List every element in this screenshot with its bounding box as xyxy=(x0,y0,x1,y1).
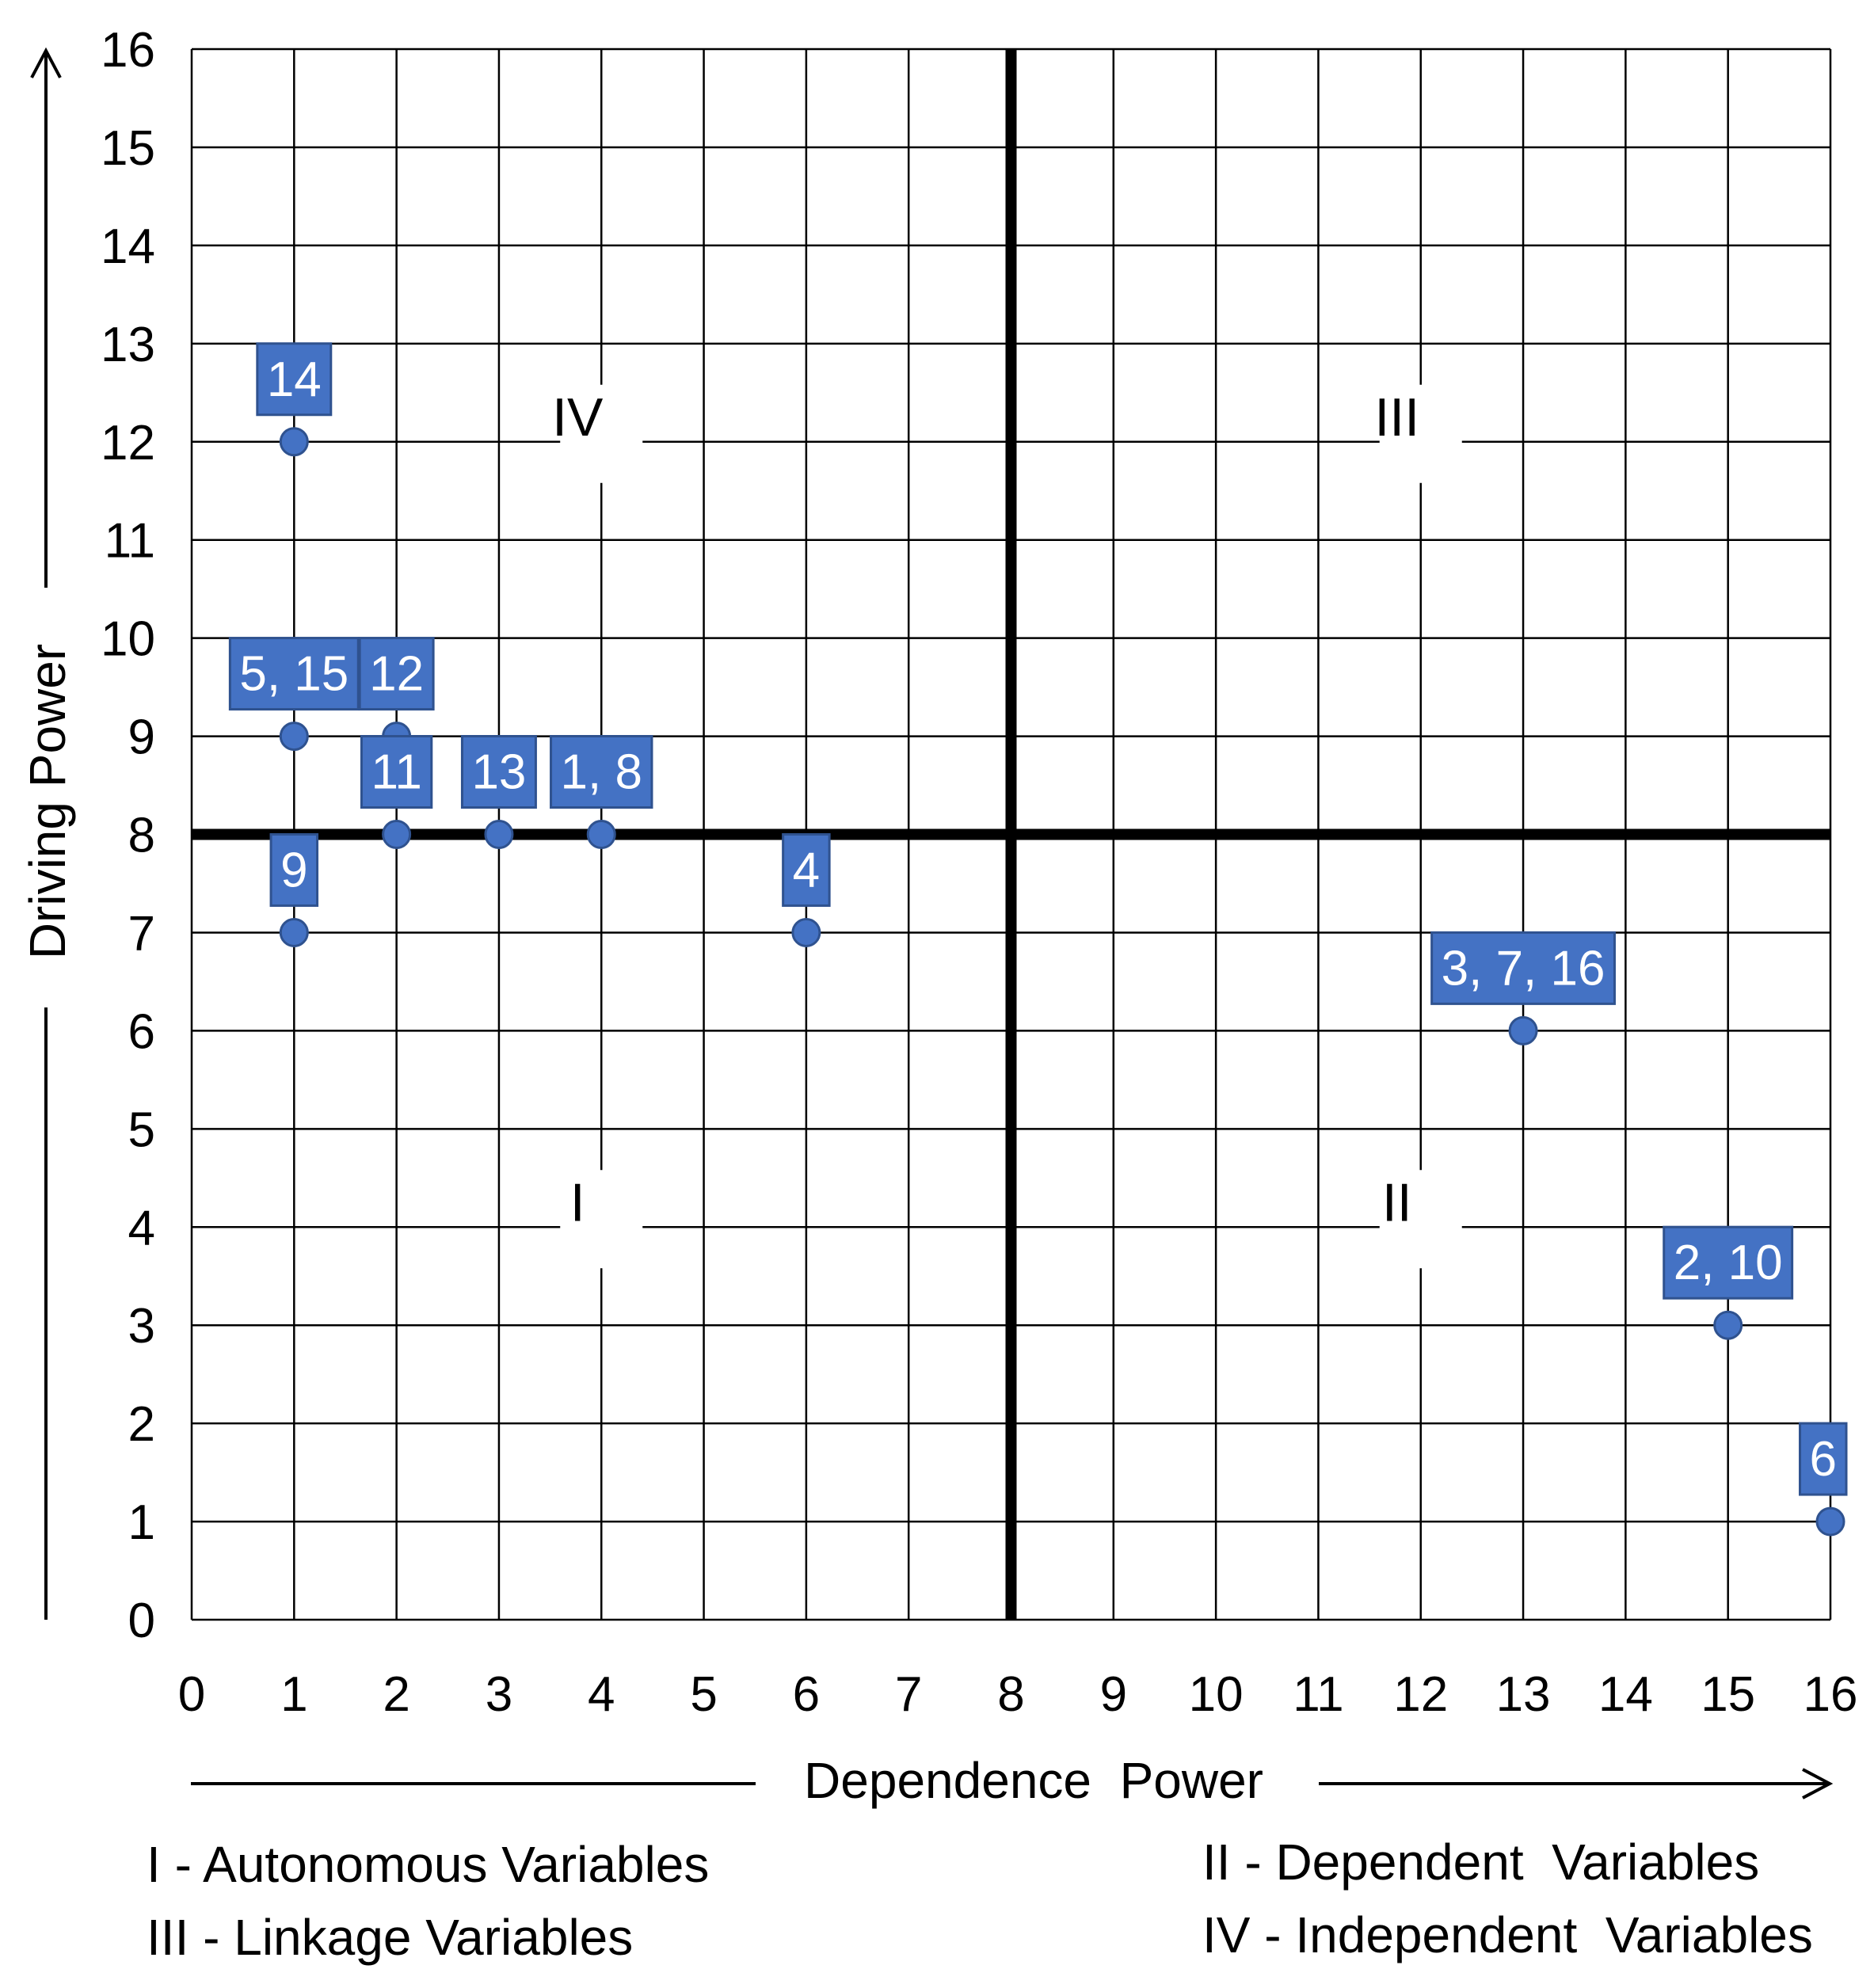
legend-autonomous: I - Autonomous Variables xyxy=(147,1836,710,1893)
x-tick-label: 5 xyxy=(690,1667,718,1722)
data-point-marker xyxy=(793,919,820,946)
quadrant-label-i: I xyxy=(569,1172,585,1233)
quadrant-label-iii: III xyxy=(1374,387,1420,447)
y-tick-label: 12 xyxy=(101,415,155,470)
x-tick-label: 10 xyxy=(1188,1667,1244,1722)
legend-linkage: III - Linkage Variables xyxy=(147,1909,634,1966)
y-tick-label: 15 xyxy=(101,120,155,176)
x-tick-label: 16 xyxy=(1803,1667,1858,1722)
data-point-marker xyxy=(588,821,615,848)
data-point-marker xyxy=(280,723,307,750)
x-tick-label: 14 xyxy=(1598,1667,1653,1722)
x-tick-label: 4 xyxy=(588,1667,615,1722)
data-point-label: 3, 7, 16 xyxy=(1441,941,1605,996)
data-point-marker xyxy=(1510,1017,1537,1044)
x-tick-label: 9 xyxy=(1099,1667,1128,1722)
x-tick-label: 11 xyxy=(1293,1667,1344,1722)
x-tick-label: 2 xyxy=(383,1667,410,1722)
x-tick-label: 1 xyxy=(280,1667,308,1722)
y-axis-title: Driving Power xyxy=(19,643,76,960)
y-tick-label: 16 xyxy=(101,23,155,78)
data-point-marker xyxy=(280,919,307,946)
legend-independent: IV - Independent Variables xyxy=(1202,1906,1813,1963)
data-point-label: 12 xyxy=(369,646,425,702)
x-tick-label: 12 xyxy=(1393,1667,1449,1722)
data-point-label: 4 xyxy=(792,843,821,898)
data-point-label: 1, 8 xyxy=(560,745,642,800)
quadrant-label-ii: II xyxy=(1381,1172,1412,1233)
x-axis-title: Dependence Power xyxy=(804,1752,1263,1809)
y-tick-label: 6 xyxy=(128,1004,155,1060)
y-tick-label: 9 xyxy=(128,710,155,765)
data-point-label: 5, 15 xyxy=(239,646,349,702)
y-tick-label: 10 xyxy=(101,611,155,667)
y-tick-label: 0 xyxy=(128,1594,155,1648)
x-tick-label: 3 xyxy=(485,1667,513,1722)
data-point-label: 11 xyxy=(371,745,422,800)
legend-dependent: II - Dependent Variables xyxy=(1202,1834,1760,1891)
data-point-marker xyxy=(280,428,307,455)
data-point-label: 2, 10 xyxy=(1673,1236,1783,1291)
data-point-label: 6 xyxy=(1809,1432,1837,1487)
x-tick-label: 13 xyxy=(1495,1667,1551,1722)
y-tick-label: 3 xyxy=(128,1299,155,1354)
data-point-marker xyxy=(1715,1312,1742,1339)
y-tick-label: 5 xyxy=(128,1103,155,1158)
quadrant-label-iv: IV xyxy=(552,387,604,447)
x-tick-label: 8 xyxy=(997,1667,1025,1722)
data-point-marker xyxy=(1817,1508,1844,1535)
data-point-marker xyxy=(486,821,512,848)
x-tick-label: 6 xyxy=(792,1667,821,1722)
data-point-marker xyxy=(383,821,410,848)
data-point-label: 9 xyxy=(280,843,308,898)
data-point-label: 14 xyxy=(266,352,322,407)
y-tick-label: 14 xyxy=(101,219,155,274)
y-tick-label: 7 xyxy=(128,906,155,962)
data-point-label: 13 xyxy=(471,745,527,800)
y-tick-label: 11 xyxy=(104,513,155,569)
x-tick-label: 7 xyxy=(894,1667,923,1722)
y-tick-label: 1 xyxy=(128,1495,155,1551)
y-tick-label: 8 xyxy=(128,808,155,863)
x-tick-label: 15 xyxy=(1701,1667,1756,1722)
y-tick-label: 2 xyxy=(128,1397,155,1453)
y-tick-label: 4 xyxy=(128,1201,155,1256)
x-tick-label: 0 xyxy=(177,1667,206,1722)
y-tick-label: 13 xyxy=(101,317,155,372)
